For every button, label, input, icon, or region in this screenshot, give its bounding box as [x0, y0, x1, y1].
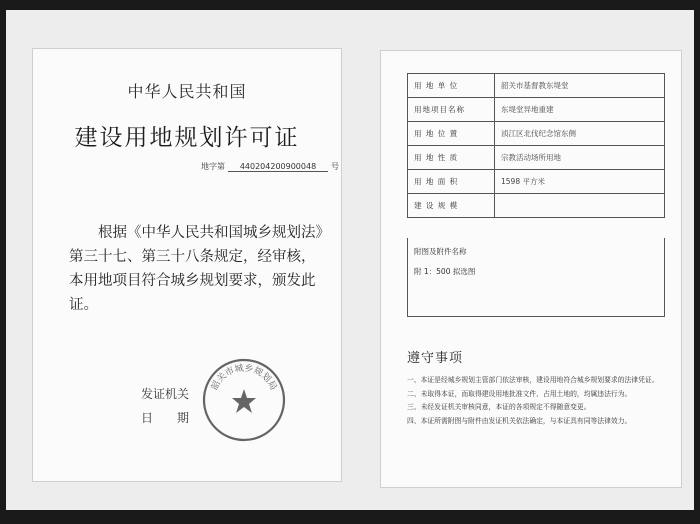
info-value: 浈江区北伐纪念馆东侧 — [495, 122, 665, 146]
info-label: 建 设 规 模 — [408, 194, 495, 218]
scanned-document — [6, 10, 694, 510]
info-label: 用 地 单 位 — [408, 74, 495, 98]
info-row — [408, 74, 665, 98]
notice-list — [407, 375, 669, 429]
info-value: 1598 平方米 — [495, 170, 665, 194]
date-row — [141, 409, 189, 426]
info-label: 用地项目名称 — [408, 98, 495, 122]
info-row — [408, 194, 665, 218]
info-row — [408, 146, 665, 170]
info-row — [408, 122, 665, 146]
date-label-1: 日 — [141, 411, 154, 425]
svg-text:韶关市城乡规划局: 韶关市城乡规划局 — [209, 363, 279, 392]
license-number-row — [201, 161, 339, 172]
notice-item: 二、未取得本证，而取得建设用地批准文件、占用土地的，均属违法行为。 — [407, 389, 632, 398]
notice-title: 遵守事项 — [407, 351, 464, 366]
info-row — [408, 170, 665, 194]
certificate-cover-page — [32, 48, 342, 482]
info-value: 韶关市基督教东堤堂 — [495, 74, 665, 98]
info-label: 用 地 面 积 — [408, 170, 495, 194]
info-value: 东堤堂异地重建 — [495, 98, 665, 122]
nation-title: 中华人民共和国 — [127, 82, 247, 101]
license-number: 440204200900048 — [228, 162, 328, 172]
official-seal — [201, 357, 287, 443]
notice-item: 四、本证所需附图与附件由发证机关依法确定，与本证具有同等法律效力。 — [407, 416, 632, 425]
info-value: 宗教活动场所用地 — [495, 146, 665, 170]
issuer-label: 发证机关 — [141, 387, 190, 401]
certificate-detail-page — [380, 50, 682, 488]
attachments-box — [407, 238, 665, 317]
license-title: 建设用地规划许可证 — [74, 125, 300, 151]
certificate-body-text: 根据《中华人民共和国城乡规划法》第三十七、第三十八条规定，经审核，本用地项目符合城乡规划要求，颁发此证。 — [69, 225, 323, 313]
attachments-heading: 附图及附件名称 — [414, 247, 467, 256]
info-label: 用 地 性 质 — [408, 146, 495, 170]
notice-item: 三、未经发证机关审核同意，本证的各项规定不得随意变更。 — [407, 403, 591, 411]
date-label-2: 期 — [177, 411, 190, 425]
number-prefix: 地字第 — [201, 162, 225, 171]
info-value — [495, 194, 665, 218]
issuer-row — [141, 385, 189, 402]
info-label: 用 地 位 置 — [408, 122, 495, 146]
attachment-item: 附 1：500 拟选图 — [414, 267, 476, 276]
number-suffix: 号 — [331, 162, 339, 171]
info-row — [408, 98, 665, 122]
land-info-table — [407, 73, 665, 218]
notice-item: 一、本证是经城乡规划主管部门依法审核，建设用地符合城乡规划要求的法律凭证。 — [407, 376, 659, 384]
